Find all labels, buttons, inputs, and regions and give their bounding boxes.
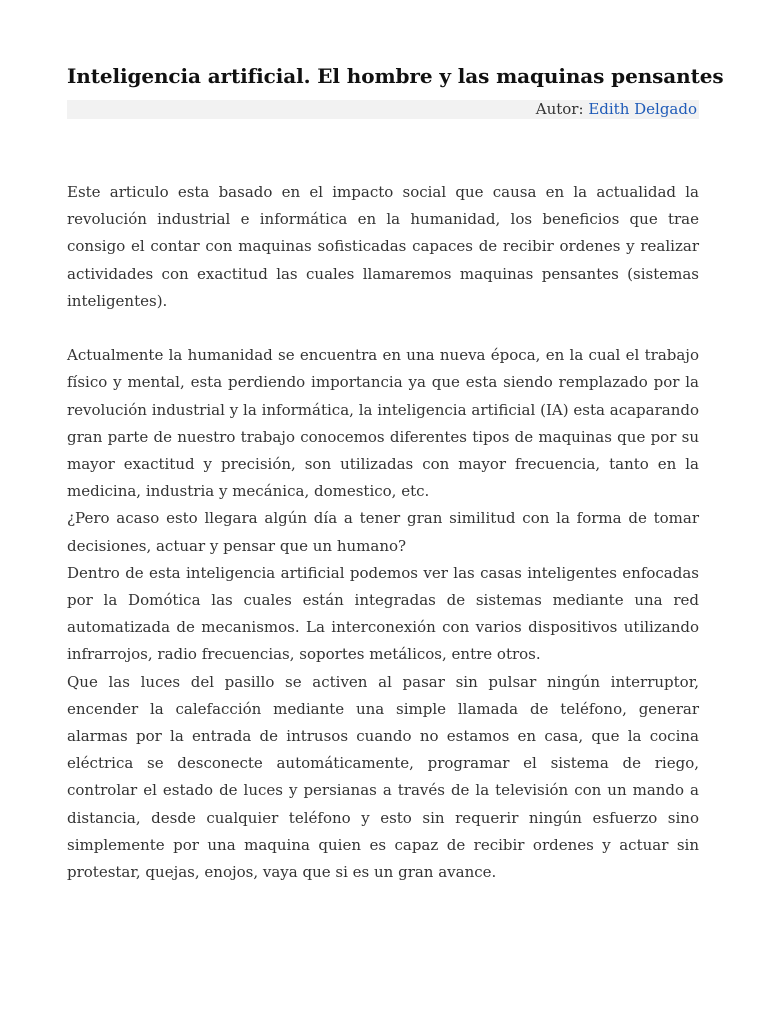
author-bar	[67, 100, 699, 119]
paragraph: Dentro de esta inteligencia artificial podemos ver las casas inteligentes enfocadas por la Domótica las cuales están integradas de sistemas mediante una red automatizada de mecanismos. La interconexión con varios dispositivos utilizando infrarrojos, radio frecuencias, soportes metálicos, entre otros.	[67, 563, 699, 664]
paragraph-intro: Este articulo esta basado en el impacto social que causa en la actualidad la revolución industrial e informática en la humanidad, los beneficios que trae consigo el contar con maquinas sofisticadas capaces de recibir ordenes y realizar actividades con exactitud las cuales llamaremos maquinas pensantes (sistemas inteligentes).	[67, 183, 699, 310]
author-label: Autor:	[535, 100, 584, 118]
paragraph-question: ¿Pero acaso esto llegara algún día a tener gran similitud con la forma de tomar decisiones, actuar y pensar que un humano?	[67, 509, 699, 555]
paragraph: Actualmente la humanidad se encuentra en una nueva época, en la cual el trabajo físico y mental, esta perdiendo importancia ya que esta siendo remplazado por la revolución industrial y la informática, la inteligencia artificial (IA) esta acaparando gran parte de nuestro trabajo conocemos diferentes tipos de maquinas que por su mayor exactitud y precisión, son utilizadas con mayor frecuencia, tanto en la medicina, industria y mecánica, domestico, etc.	[67, 346, 699, 501]
article	[67, 0, 724, 886]
paragraph: Que las luces del pasillo se activen al pasar sin pulsar ningún interruptor, encender la calefacción mediante una simple llamada de teléfono, generar alarmas por la entrada de intrusos cuando no estamos en casa, que la cocina eléctrica se desconecte automáticamente, programar el sistema de riego, controlar el estado de luces y persianas a través de la televisión con un mando a distancia, desde cualquier teléfono y esto sin requerir ningún esfuerzo sino simplemente por una maquina quien es capaz de recibir ordenes y actuar sin protestar, quejas, enojos, vaya que si es un gran avance.	[67, 672, 699, 882]
article-title: Inteligencia artificial. El hombre y las maquinas pensantes	[67, 64, 724, 88]
article-body	[67, 179, 699, 886]
author-link[interactable]: Edith Delgado	[588, 100, 697, 118]
